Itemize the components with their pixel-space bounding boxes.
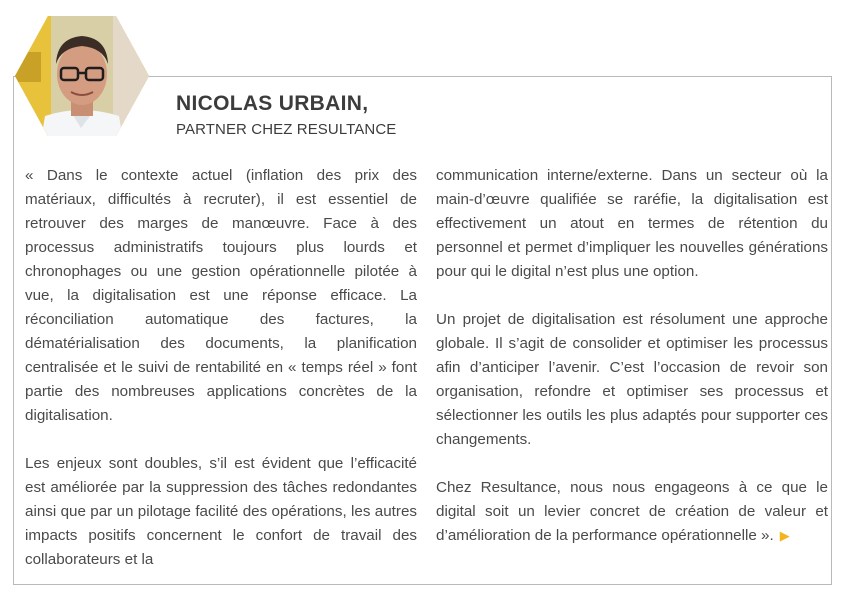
paragraph-final bbox=[436, 476, 828, 548]
paragraph: « Dans le contexte actuel (inflation des prix des matériaux, difficultés à recruter), il est essentiel de retrouver des marges de manœuvre. Face à des processus administratifs toujours plus lourds et chronophages ou une gestion opérationnelle pilotée à vue, la digitalisation est une réponse efficace. La réconciliation automatique des factures, la dématérialisation des documents, la planification centralisée et le suivi de rentabilité en « temps réel » font partie des nombreuses applications concrètes de la digitalisation. bbox=[25, 167, 417, 424]
author-portrait bbox=[11, 12, 153, 140]
paragraph-text: Chez Resultance, nous nous engageons à ce que le digital soit un levier concret de création de valeur et d’amélioration de la performance opérationnelle ». bbox=[436, 479, 828, 544]
left-column bbox=[25, 164, 417, 596]
play-triangle-icon: ▶ bbox=[779, 528, 790, 543]
author-role: PARTNER CHEZ RESULTANCE bbox=[176, 121, 397, 138]
author-header bbox=[176, 91, 396, 141]
paragraph: Un projet de digitalisation est résolument une approche globale. Il s’agit de consolider et optimiser les processus afin d’anticiper l’avenir. C’est l’occasion de revoir son organisation, refondre et optimiser ses processus et sélectionner les outils les plus adaptés pour supporter ces changements. bbox=[436, 311, 828, 448]
paragraph: communication interne/externe. Dans un secteur où la main-d’œuvre qualifiée se raréfie, la digitalisation est effectivement un atout en termes de rétention du personnel et permet d’impliquer les nouvelles générations pour qui le digital n’est plus une option. bbox=[436, 167, 828, 280]
author-name: NICOLAS URBAIN, bbox=[176, 92, 369, 115]
paragraph: Les enjeux sont doubles, s’il est évident que l’efficacité est améliorée par la suppression des tâches redondantes ainsi que par un pilotage facilité des opérations, les autres impacts positifs concernent le confort de travail des collaborateurs et la bbox=[25, 455, 417, 568]
right-column bbox=[436, 164, 828, 572]
